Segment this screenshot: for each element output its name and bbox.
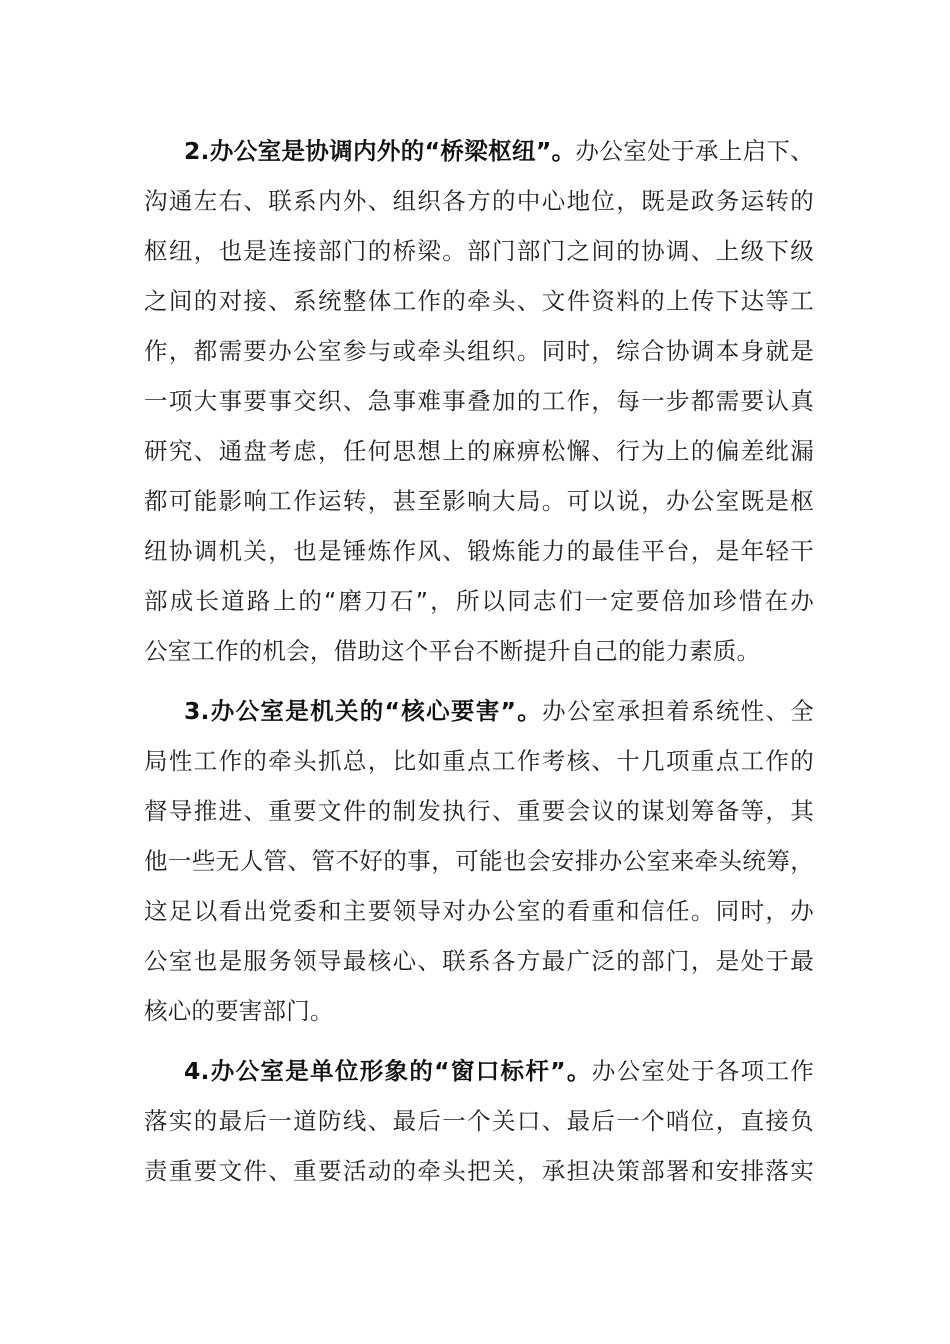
paragraph-2-heading: 2.办公室是协调内外的“桥梁枢纽”。 <box>184 137 576 165</box>
paragraph-2-line-1 <box>184 126 814 176</box>
paragraph-2-line-7: 研究、通盘考虑，任何思想上的麻痹松懈、行为上的偏差纰漏 <box>144 437 814 465</box>
paragraph-3-line-7: 核心的要害部门。 <box>144 997 334 1025</box>
paragraph-3-line-3: 督导推进、重要文件的制发执行、重要会议的谋划筹备等，其 <box>144 797 814 825</box>
paragraph-4-heading: 4.办公室是单位形象的“窗口标杆”。 <box>184 1057 592 1085</box>
paragraph-3-heading: 3.办公室是机关的“核心要害”。 <box>184 697 543 725</box>
paragraph-2-line-10: 部成长道路上的“磨刀石”，所以同志们一定要倍加珍惜在办 <box>144 587 814 615</box>
paragraph-4-text: 办公室处于各项工作 <box>591 1057 814 1085</box>
paragraph-2-line-8: 都可能影响工作运转，甚至影响大局。可以说，办公室既是枢 <box>144 487 814 515</box>
paragraph-2-line-3: 枢纽，也是连接部门的桥梁。部门部门之间的协调、上级下级 <box>144 237 814 265</box>
paragraph-4-line-1 <box>184 1046 814 1096</box>
paragraph-4-line-2: 落实的最后一道防线、最后一个关口、最后一个哨位，直接负 <box>144 1107 814 1135</box>
paragraph-3-line-5: 这足以看出党委和主要领导对办公室的看重和信任。同时，办 <box>144 897 814 925</box>
paragraph-2-line-9: 纽协调机关，也是锤炼作风、锻炼能力的最佳平台，是年轻干 <box>144 537 814 565</box>
paragraph-2-line-6: 一项大事要事交织、急事难事叠加的工作，每一步都需要认真 <box>144 387 814 415</box>
paragraph-2-text: 办公室处于承上启下、 <box>575 137 814 165</box>
paragraph-3-line-1 <box>184 686 814 736</box>
paragraph-2-line-2: 沟通左右、联系内外、组织各方的中心地位，既是政务运转的 <box>144 187 814 215</box>
paragraph-2-line-4: 之间的对接、系统整体工作的牵头、文件资料的上传下达等工 <box>144 287 814 315</box>
paragraph-3-line-4: 他一些无人管、管不好的事，可能也会安排办公室来牵头统筹， <box>144 847 814 875</box>
paragraph-3-text: 办公室承担着系统性、全 <box>542 697 814 725</box>
paragraph-2-line-11: 公室工作的机会，借助这个平台不断提升自己的能力素质。 <box>144 637 761 665</box>
paragraph-3-line-2: 局性工作的牵头抓总，比如重点工作考核、十几项重点工作的 <box>144 747 814 775</box>
paragraph-3-line-6: 公室也是服务领导最核心、联系各方最广泛的部门，是处于最 <box>144 947 814 975</box>
paragraph-2-line-5: 作，都需要办公室参与或牵头组织。同时，综合协调本身就是 <box>144 337 814 365</box>
paragraph-4-line-3: 责重要文件、重要活动的牵头把关，承担决策部署和安排落实 <box>144 1157 814 1185</box>
